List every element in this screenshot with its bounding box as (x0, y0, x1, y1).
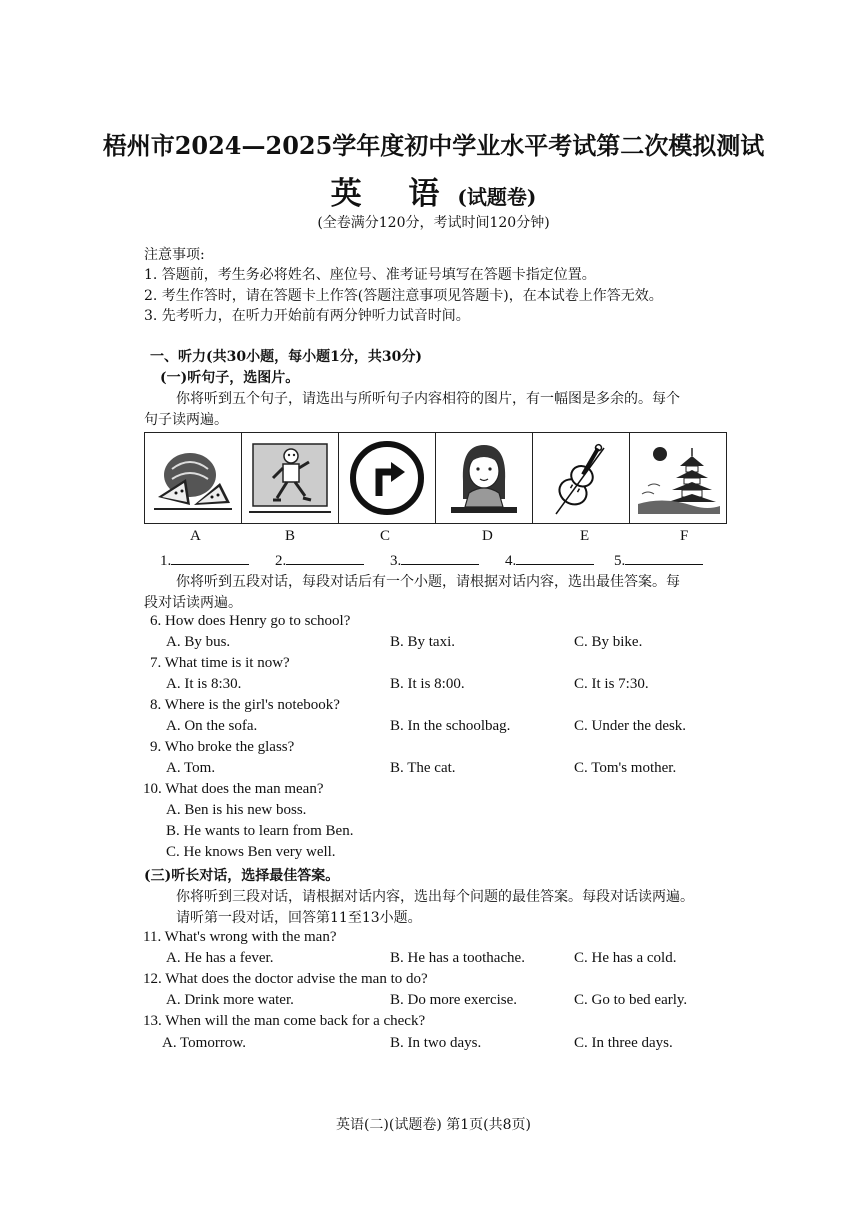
option-a[interactable]: A. Ben is his new boss. (166, 802, 307, 818)
picture-label: C (380, 528, 391, 544)
option-a[interactable]: A. On the sofa. (166, 718, 258, 734)
question-13: 13. When will the man come back for a check? (143, 1013, 426, 1029)
option-b[interactable]: B. He wants to learn from Ben. (166, 823, 354, 839)
exam-title: 梧州市2024—2025学年度初中学业水平考试第二次模拟测试 (102, 131, 765, 160)
answer-blank-3[interactable]: 3. (390, 550, 479, 570)
option-a[interactable]: A. By bus. (166, 634, 231, 650)
picture-c (339, 433, 436, 523)
picture-label: A (190, 528, 201, 544)
option-b[interactable]: B. It is 8:00. (390, 676, 465, 692)
option-b[interactable]: B. He has a toothache. (390, 950, 525, 966)
picture-f (630, 433, 726, 523)
robot-icon (247, 438, 333, 518)
picture-row (144, 432, 727, 524)
subject-heading (0, 168, 867, 213)
question-9: 9. Who broke the glass? (150, 739, 295, 755)
option-a[interactable]: A. It is 8:30. (166, 676, 242, 692)
option-c[interactable]: C. Go to bed early. (574, 992, 688, 1008)
part2-instruction: 你将听到五段对话，每段对话后有一个小题，请根据对话内容，选出最佳答案。每 (176, 574, 680, 590)
picture-b (242, 433, 339, 523)
option-c[interactable]: C. By bike. (574, 634, 643, 650)
subject-name: 英 语 (330, 176, 458, 212)
section-heading: 一、听力(共30小题，每小题1分，共30分) (150, 349, 422, 365)
answer-blank-1[interactable]: 1. (160, 550, 249, 570)
option-b[interactable]: B. In the schoolbag. (390, 718, 511, 734)
option-b[interactable]: B. In two days. (390, 1035, 482, 1051)
option-a[interactable]: A. Drink more water. (166, 992, 294, 1008)
answer-blank-2[interactable]: 2. (275, 550, 364, 570)
page-footer: 英语(二)(试题卷) 第1页(共8页) (335, 1117, 532, 1133)
picture-label: D (482, 528, 493, 544)
score-note: (全卷满分120分，考试时间120分钟) (317, 215, 550, 231)
part1-instruction: 你将听到五个句子，请选出与所听句子内容相符的图片，有一幅图是多余的。每个 (176, 391, 680, 407)
option-a[interactable]: A. Tomorrow. (162, 1035, 246, 1051)
option-c[interactable]: C. Tom's mother. (574, 760, 677, 776)
picture-label: F (680, 528, 689, 544)
question-12: 12. What does the doctor advise the man to do? (143, 971, 428, 987)
option-c[interactable]: C. He has a cold. (574, 950, 677, 966)
answer-blank-4[interactable]: 4. (505, 550, 594, 570)
option-c[interactable]: C. In three days. (574, 1035, 673, 1051)
question-8: 8. Where is the girl's notebook? (150, 697, 340, 713)
part3-instruction: 你将听到三段对话，请根据对话内容，选出每个问题的最佳答案。每段对话读两遍。 (176, 889, 694, 905)
part1-heading: (一)听句子，选图片。 (160, 370, 300, 386)
question-11: 11. What's wrong with the man? (143, 929, 337, 945)
question-10: 10. What does the man mean? (143, 781, 324, 797)
turn-right-sign-icon (347, 438, 427, 518)
picture-d (436, 433, 533, 523)
picture-label: B (285, 528, 296, 544)
girl-icon (441, 437, 527, 519)
part2-instruction: 段对话读两遍。 (144, 595, 242, 611)
option-b[interactable]: B. By taxi. (390, 634, 456, 650)
subject-subtitle: (试题卷) (457, 185, 537, 209)
option-a[interactable]: A. Tom. (166, 760, 216, 776)
part3-instruction: 请听第一段对话，回答第11至13小题。 (176, 910, 422, 926)
question-6: 6. How does Henry go to school? (150, 613, 351, 629)
part1-instruction: 句子读两遍。 (144, 412, 228, 428)
violin-icon (538, 436, 624, 520)
part3-heading: (三)听长对话，选择最佳答案。 (144, 868, 340, 884)
picture-a (145, 433, 242, 523)
question-7: 7. What time is it now? (150, 655, 290, 671)
watermelon-icon (150, 439, 236, 517)
notice-item: 1. 答题前，考生务必将姓名、座位号、准考证号填写在答题卡指定位置。 (144, 267, 596, 283)
option-c[interactable]: C. It is 7:30. (574, 676, 649, 692)
option-a[interactable]: A. He has a fever. (166, 950, 274, 966)
option-b[interactable]: B. Do more exercise. (390, 992, 518, 1008)
picture-e (533, 433, 630, 523)
notice-item: 3. 先考听力，在听力开始前有两分钟听力试音时间。 (144, 308, 470, 324)
notice-heading: 注意事项: (144, 247, 205, 263)
option-c[interactable]: C. Under the desk. (574, 718, 687, 734)
notice-item: 2. 考生作答时，请在答题卡上作答(答题注意事项见答题卡)，在本试卷上作答无效。 (144, 288, 663, 304)
answer-blank-5[interactable]: 5. (614, 550, 703, 570)
option-b[interactable]: B. The cat. (390, 760, 456, 776)
pagoda-icon (634, 438, 722, 518)
picture-label: E (580, 528, 590, 544)
option-c[interactable]: C. He knows Ben very well. (166, 844, 336, 860)
